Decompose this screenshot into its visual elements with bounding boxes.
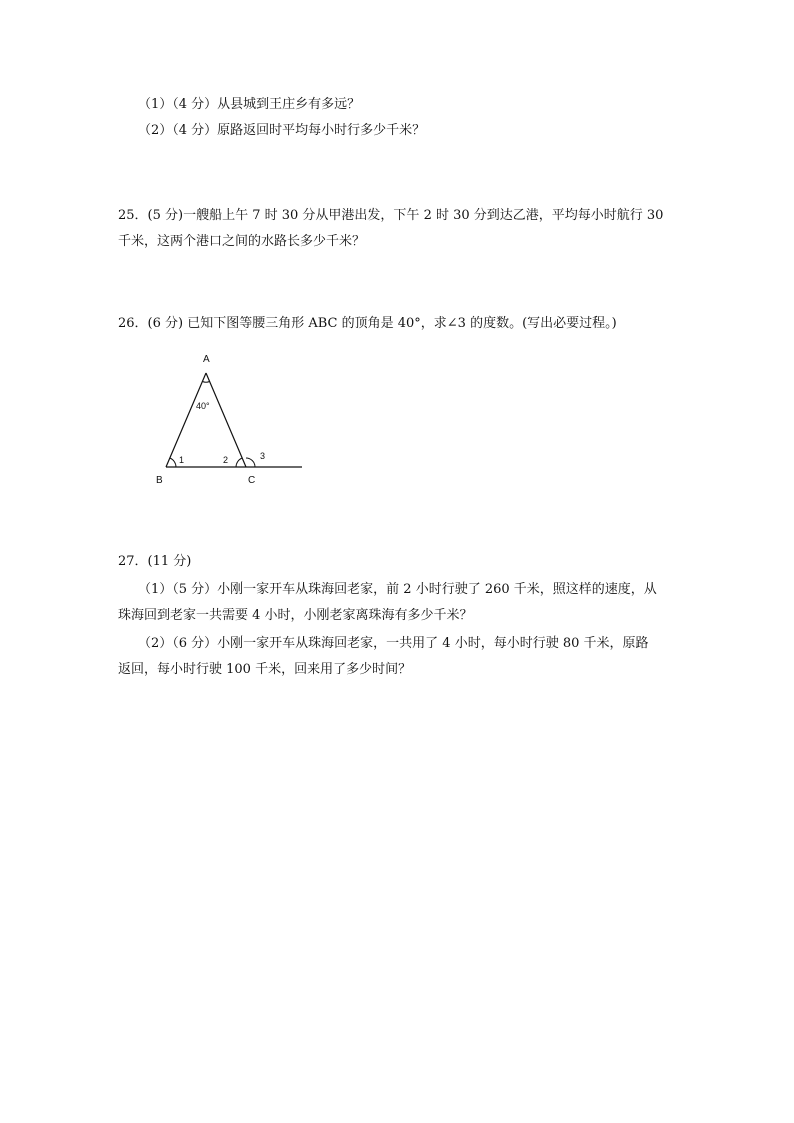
- apex-angle-arc: [203, 382, 210, 383]
- angle3-label: 3: [260, 451, 266, 461]
- angle3-arc: [246, 458, 255, 467]
- q26-prompt: 26．(6 分) 已知下图等腰三角形 ABC 的顶角是 40°，求∠3 的度数。(写出必要过程。): [118, 316, 617, 331]
- q24-subquestion-1: （1）（4 分）从县城到王庄乡有多远？: [138, 97, 361, 112]
- angle2-label: 2: [223, 455, 229, 465]
- q24-subquestion-2: （2）（4 分）原路返回时平均每小时行多少千米？: [138, 123, 426, 138]
- vertex-b-label: B: [156, 475, 163, 486]
- q25-line-2: 千米，这两个港口之间的水路长多少千米？: [118, 234, 366, 249]
- vertex-c-label: C: [248, 475, 256, 486]
- side-ac: [206, 373, 246, 467]
- triangle-figure: [148, 348, 308, 488]
- side-ab: [166, 373, 206, 467]
- q27-subquestion-1-line-1: （1）（5 分）小刚一家开车从珠海回老家，前 2 小时行驶了 260 千米，照这样的速度，从: [138, 582, 657, 597]
- q27-subquestion-2-line-1: （2）（6 分）小刚一家开车从珠海回老家，一共用了 4 小时，每小时行驶 80 千米，原路: [138, 636, 649, 651]
- angle1-label: 1: [179, 455, 185, 465]
- vertex-a-label: A: [203, 354, 210, 365]
- angle1-arc: [170, 458, 176, 467]
- q27-header: 27．(11 分): [118, 554, 192, 569]
- q25-line-1: 25．(5 分)一艘船上午 7 时 30 分从甲港出发，下午 2 时 30 分到达乙港，平均每小时航行 30: [118, 208, 664, 223]
- q27-subquestion-2-line-2: 返回，每小时行驶 100 千米，回来用了多少时间？: [118, 662, 412, 677]
- q27-subquestion-1-line-2: 珠海回到老家一共需要 4 小时，小刚老家离珠海有多少千米？: [118, 608, 473, 623]
- apex-angle-label: 40°: [196, 401, 210, 411]
- angle2-arc: [236, 458, 242, 467]
